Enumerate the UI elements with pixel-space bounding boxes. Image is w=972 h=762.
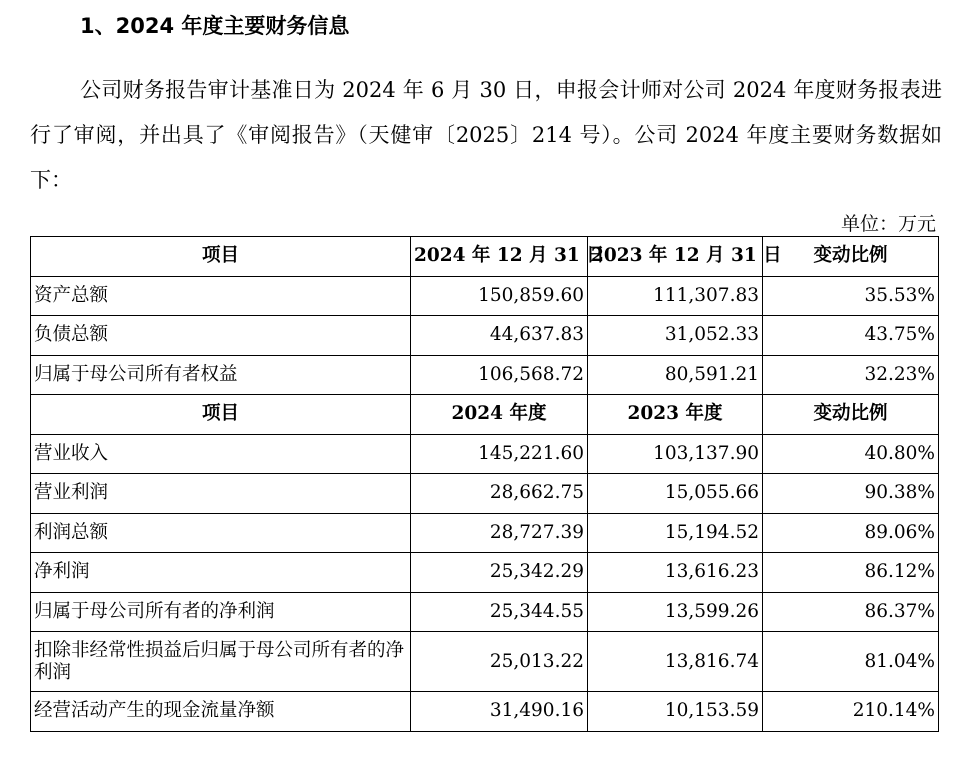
- table-row: [31, 316, 939, 356]
- header-2023-date: 2023 年 12 月 31 日: [588, 237, 763, 277]
- row-item: 营业收入: [31, 434, 411, 474]
- row-value-2024: 44,637.83: [411, 316, 588, 356]
- row-item: 负债总额: [31, 316, 411, 356]
- row-value-2023: 13,599.26: [588, 592, 763, 632]
- table-row: [31, 692, 939, 732]
- header-2024-year: 2024 年度: [411, 395, 588, 435]
- row-item: 利润总额: [31, 513, 411, 553]
- row-change: 90.38%: [763, 474, 939, 514]
- header-item: 项目: [31, 395, 411, 435]
- row-item: 扣除非经常性损益后归属于母公司所有者的净利润: [31, 632, 411, 692]
- row-value-2024: 106,568.72: [411, 355, 588, 395]
- row-value-2024: 25,013.22: [411, 632, 588, 692]
- row-item: 归属于母公司所有者的净利润: [31, 592, 411, 632]
- row-value-2024: 150,859.60: [411, 276, 588, 316]
- table-row: [31, 553, 939, 593]
- table-row: [31, 434, 939, 474]
- row-item: 经营活动产生的现金流量净额: [31, 692, 411, 732]
- table-row: [31, 592, 939, 632]
- row-value-2024: 25,344.55: [411, 592, 588, 632]
- row-change: 210.14%: [763, 692, 939, 732]
- row-item: 资产总额: [31, 276, 411, 316]
- header-2023-year: 2023 年度: [588, 395, 763, 435]
- balance-header-row: [31, 237, 939, 277]
- table-row: [31, 632, 939, 692]
- row-value-2023: 15,194.52: [588, 513, 763, 553]
- header-change: 变动比例: [763, 237, 939, 277]
- row-change: 89.06%: [763, 513, 939, 553]
- row-change: 32.23%: [763, 355, 939, 395]
- row-value-2024: 25,342.29: [411, 553, 588, 593]
- row-item: 净利润: [31, 553, 411, 593]
- row-item: 营业利润: [31, 474, 411, 514]
- table-row: [31, 355, 939, 395]
- header-2024-date: 2024 年 12 月 31 日: [411, 237, 588, 277]
- row-change: 86.37%: [763, 592, 939, 632]
- row-item: 归属于母公司所有者权益: [31, 355, 411, 395]
- section-heading: 1、2024 年度主要财务信息: [80, 14, 350, 38]
- row-value-2024: 31,490.16: [411, 692, 588, 732]
- table-row: [31, 474, 939, 514]
- row-value-2023: 31,052.33: [588, 316, 763, 356]
- row-change: 86.12%: [763, 553, 939, 593]
- row-value-2023: 13,816.74: [588, 632, 763, 692]
- unit-label: 单位：万元: [840, 213, 936, 235]
- row-value-2023: 10,153.59: [588, 692, 763, 732]
- row-change: 35.53%: [763, 276, 939, 316]
- row-value-2023: 111,307.83: [588, 276, 763, 316]
- row-value-2024: 28,727.39: [411, 513, 588, 553]
- row-value-2023: 13,616.23: [588, 553, 763, 593]
- row-value-2023: 80,591.21: [588, 355, 763, 395]
- table-row: [31, 276, 939, 316]
- row-value-2024: 145,221.60: [411, 434, 588, 474]
- financial-table: [30, 236, 939, 732]
- row-value-2023: 103,137.90: [588, 434, 763, 474]
- intro-paragraph: 公司财务报告审计基准日为 2024 年 6 月 30 日，申报会计师对公司 2024 年度财务报表进行了审阅，并出具了《审阅报告》（天健审〔2025〕214 号）。公司 2024 年度主要财务数据如下：: [30, 78, 942, 192]
- row-value-2024: 28,662.75: [411, 474, 588, 514]
- income-header-row: [31, 395, 939, 435]
- row-change: 43.75%: [763, 316, 939, 356]
- table-row: [31, 513, 939, 553]
- row-change: 81.04%: [763, 632, 939, 692]
- header-item: 项目: [31, 237, 411, 277]
- row-change: 40.80%: [763, 434, 939, 474]
- row-value-2023: 15,055.66: [588, 474, 763, 514]
- header-change: 变动比例: [763, 395, 939, 435]
